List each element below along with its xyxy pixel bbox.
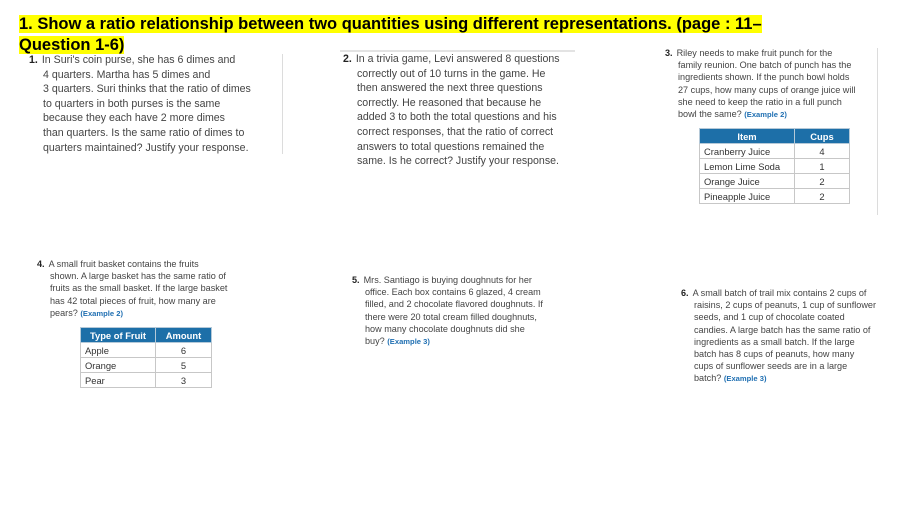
problem-4-line: has 42 total pieces of fruit, how many are bbox=[50, 295, 216, 306]
table-cell: 1 bbox=[795, 159, 850, 174]
problem-1-line: to quarters in both purses is the same bbox=[43, 97, 221, 110]
problem-2-line: added 3 to both the total questions and his bbox=[357, 111, 557, 124]
problem-2-line: answers to total questions remained the bbox=[357, 140, 545, 153]
problem-6-line: A small batch of trail mix contains 2 cups of bbox=[692, 288, 867, 298]
table-cell: 6 bbox=[156, 343, 212, 358]
problem-3-line: ingredients shown. If the punch bowl holds bbox=[678, 72, 850, 83]
problem-5-line: Mrs. Santiago is buying doughnuts for her bbox=[363, 275, 532, 285]
problem-3-number: 3. bbox=[665, 48, 673, 58]
problem-1-line: In Suri's coin purse, she has 6 dimes and bbox=[41, 54, 236, 66]
problem-2-line: correctly out of 10 turns in the game. He bbox=[357, 67, 546, 80]
problem-4 bbox=[37, 258, 227, 320]
table-cell: Pear bbox=[81, 373, 156, 388]
problem-5-line: office. Each box contains 6 glazed, 4 cream bbox=[365, 287, 541, 298]
problem-2-line: correctly. He reasoned that because he bbox=[357, 96, 542, 109]
problem-1-line: 4 quarters. Martha has 5 dimes and bbox=[43, 68, 211, 81]
problem-2-line: then answered the next three questions bbox=[357, 82, 543, 95]
problem-5-line: there were 20 total cream filled doughnuts, bbox=[365, 311, 537, 322]
table-row bbox=[81, 373, 212, 388]
table-cell: Lemon Lime Soda bbox=[700, 159, 795, 174]
problem-1-line: because they each have 2 more dimes bbox=[43, 112, 225, 125]
problem-6-line: raisins, 2 cups of peanuts, 1 cup of sunflower bbox=[694, 300, 876, 311]
table-header-item: Item bbox=[700, 129, 795, 144]
problem-3-line: bowl the same? bbox=[678, 109, 742, 120]
table-row bbox=[700, 189, 850, 204]
problem-1 bbox=[29, 53, 251, 155]
problem-4-line: shown. A large basket has the same ratio of bbox=[50, 271, 226, 282]
table-cell: Orange Juice bbox=[700, 174, 795, 189]
title-line-1: 1. Show a ratio relationship between two quantities using different representations. (page : 11– bbox=[19, 15, 762, 33]
problem-4-line: A small fruit basket contains the fruits bbox=[48, 259, 199, 269]
table-cell: 3 bbox=[156, 373, 212, 388]
problem-6-line: seeds, and 1 cup of chocolate coated bbox=[694, 312, 845, 323]
problem-1-line: 3 quarters. Suri thinks that the ratio of dimes bbox=[43, 83, 251, 96]
problem-2 bbox=[343, 52, 560, 169]
problem-4-example-ref: (Example 2) bbox=[80, 308, 123, 318]
table-cell: 5 bbox=[156, 358, 212, 373]
problem-6 bbox=[681, 287, 876, 386]
problem-6-line: candies. A large batch has the same ratio of bbox=[694, 324, 871, 335]
problem-2-line: In a trivia game, Levi answered 8 questions bbox=[355, 53, 560, 65]
table-cell: 2 bbox=[795, 189, 850, 204]
punch-ingredients-table bbox=[699, 128, 850, 204]
table-cell: Orange bbox=[81, 358, 156, 373]
problem-2-number: 2. bbox=[343, 53, 352, 65]
problem-5-line: buy? bbox=[365, 336, 385, 347]
problem-5 bbox=[352, 274, 543, 348]
divider-problem-3 bbox=[877, 48, 878, 215]
problem-3-line: Riley needs to make fruit punch for the bbox=[676, 48, 833, 58]
problem-4-line: pears? bbox=[50, 307, 78, 318]
problem-2-line: same. Is he correct? Justify your response. bbox=[357, 155, 559, 168]
table-row bbox=[700, 159, 850, 174]
problem-1-line: than quarters. Is the same ratio of dimes to bbox=[43, 126, 245, 139]
table-cell: Pineapple Juice bbox=[700, 189, 795, 204]
problem-3 bbox=[665, 47, 855, 121]
problem-6-number: 6. bbox=[681, 288, 689, 298]
problem-1-line: quarters maintained? Justify your response. bbox=[43, 141, 249, 154]
problem-3-line: she need to keep the ratio in a full punch bbox=[678, 96, 842, 107]
problem-4-line: fruits as the small basket. If the large basket bbox=[50, 283, 228, 294]
problem-6-line: ingredients as a small batch. If the large bbox=[694, 336, 855, 347]
table-row bbox=[81, 343, 212, 358]
table-header-fruit-type: Type of Fruit bbox=[81, 328, 156, 343]
problem-2-line: correct responses, that the ratio of correct bbox=[357, 125, 554, 138]
table-row bbox=[700, 144, 850, 159]
problem-1-number: 1. bbox=[29, 54, 38, 66]
fruit-basket-table bbox=[80, 327, 212, 388]
problem-5-line: how many chocolate doughnuts did she bbox=[365, 323, 525, 334]
problem-3-line: 27 cups, how many cups of orange juice will bbox=[678, 84, 856, 95]
problem-3-example-ref: (Example 2) bbox=[744, 110, 787, 120]
table-cell: Cranberry Juice bbox=[700, 144, 795, 159]
problem-6-line: cups of sunflower seeds are in a large bbox=[694, 361, 848, 372]
table-header-amount: Amount bbox=[156, 328, 212, 343]
problem-5-example-ref: (Example 3) bbox=[387, 337, 430, 347]
problem-6-example-ref: (Example 3) bbox=[723, 374, 767, 384]
problem-5-line: filled, and 2 chocolate flavored doughnuts. If bbox=[365, 299, 543, 310]
problem-6-line: batch has 8 cups of peanuts, how many bbox=[694, 349, 855, 360]
divider-problem-1 bbox=[282, 54, 283, 154]
table-cell: 4 bbox=[795, 144, 850, 159]
table-row bbox=[81, 358, 212, 373]
table-row bbox=[700, 174, 850, 189]
title-line-2: Question 1-6) bbox=[19, 36, 125, 54]
table-cell: 2 bbox=[795, 174, 850, 189]
table-cell: Apple bbox=[81, 343, 156, 358]
problem-3-line: family reunion. One batch of punch has the bbox=[678, 60, 852, 71]
problem-4-number: 4. bbox=[37, 259, 45, 269]
problem-6-line: batch? bbox=[694, 373, 722, 384]
problem-5-number: 5. bbox=[352, 275, 360, 285]
table-header-cups: Cups bbox=[795, 129, 850, 144]
